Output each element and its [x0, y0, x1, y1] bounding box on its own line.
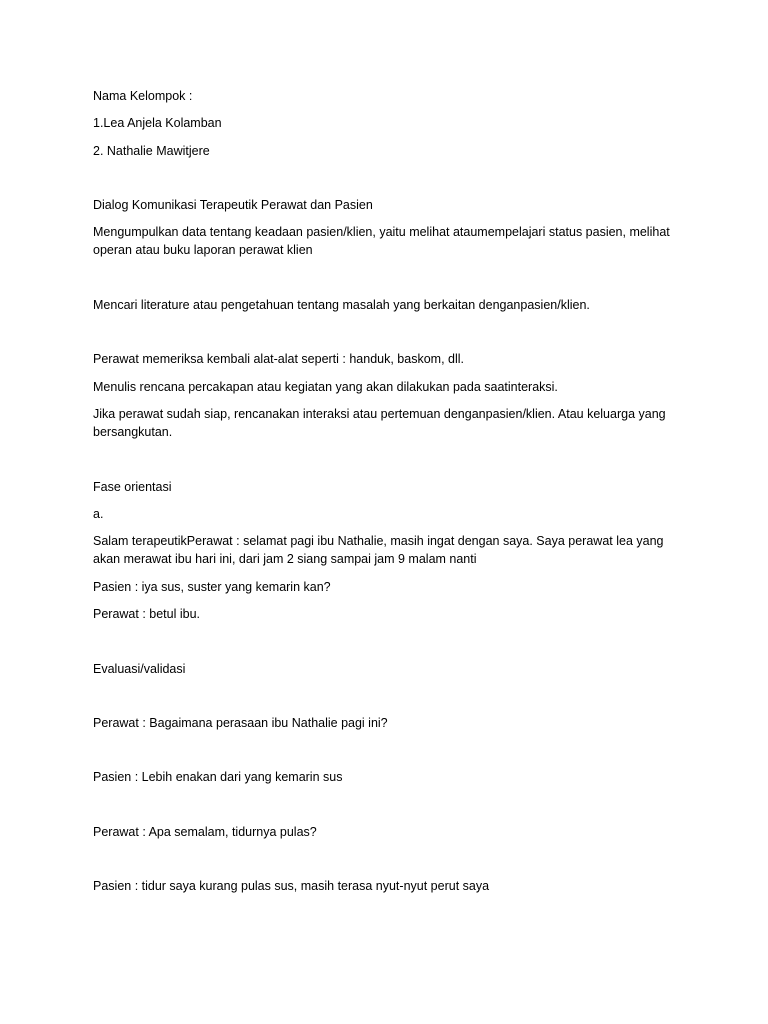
evaluation-heading: Evaluasi/validasi [93, 662, 186, 676]
list-item-a: a. [93, 507, 104, 521]
group-title: Nama Kelompok : [93, 89, 193, 103]
member-1: 1.Lea Anjela Kolamban [93, 116, 222, 130]
patient-line-2: Pasien : Lebih enakan dari yang kemarin sus [93, 770, 343, 784]
patient-line-1: Pasien : iya sus, suster yang kemarin kan? [93, 580, 331, 594]
patient-line-3: Pasien : tidur saya kurang pulas sus, masih terasa nyut-nyut perut saya [93, 879, 490, 893]
nurse-line-3: Perawat : Apa semalam, tidurnya pulas? [93, 825, 317, 839]
paragraph-literature: Mencari literature atau pengetahuan tentang masalah yang berkaitan denganpasien/klien. [93, 298, 590, 312]
phase-orientation-heading: Fase orientasi [93, 480, 172, 494]
nurse-line-2: Perawat : Bagaimana perasaan ibu Nathalie pagi ini? [93, 716, 388, 730]
dialog-title: Dialog Komunikasi Terapeutik Perawat dan Pasien [93, 198, 373, 212]
nurse-line-1: Perawat : betul ibu. [93, 607, 201, 621]
paragraph-ready: Jika perawat sudah siap, rencanakan interaksi atau pertemuan denganpasien/klien. Atau keluarga yang bersangkutan. [93, 407, 670, 439]
member-2: 2. Nathalie Mawitjere [93, 144, 210, 158]
paragraph-collect-data: Mengumpulkan data tentang keadaan pasien/klien, yaitu melihat ataumempelajari status pasien, melihat operan atau buku laporan perawat klien [93, 225, 674, 257]
paragraph-plan: Menulis rencana percakapan atau kegiatan yang akan dilakukan pada saatinteraksi. [93, 380, 558, 394]
paragraph-check-tools: Perawat memeriksa kembali alat-alat seperti : handuk, baskom, dll. [93, 352, 464, 366]
greeting-dialog: Salam terapeutikPerawat : selamat pagi ibu Nathalie, masih ingat dengan saya. Saya perawat lea yang akan merawat ibu hari ini, dari jam 2 siang sampai jam 9 malam nanti [93, 534, 667, 566]
